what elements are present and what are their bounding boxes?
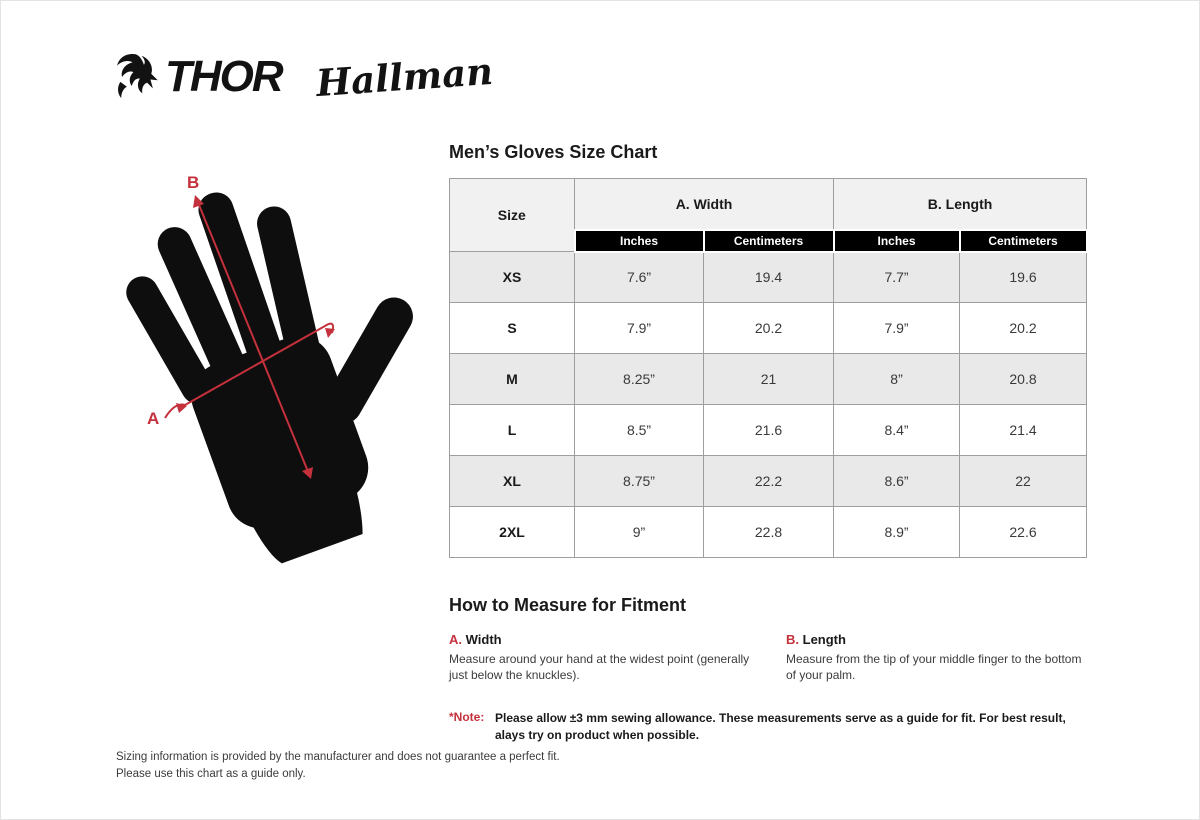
thor-logo: THOR (165, 52, 282, 101)
disclaimer-line-2: Please use this chart as a guide only. (116, 767, 306, 780)
table-row (450, 456, 1087, 507)
table-row (450, 405, 1087, 456)
unit-header-length-inches: Inches (834, 230, 960, 252)
length-centimeters-value: 22.6 (960, 507, 1087, 558)
size-value: S (450, 303, 575, 354)
column-header-width: A. Width (575, 179, 834, 230)
length-centimeters-value: 22 (960, 456, 1087, 507)
column-header-length: B. Length (834, 179, 1087, 230)
measure-word-width: Width (465, 632, 502, 647)
width-inches-value: 8.75” (575, 456, 704, 507)
hand-silhouette (119, 156, 445, 564)
measure-heading: How to Measure for Fitment (449, 595, 687, 615)
unit-header-width-inches: Inches (575, 230, 704, 252)
length-centimeters-value: 20.8 (960, 354, 1087, 405)
width-inches-value: 7.6” (575, 252, 704, 303)
length-inches-value: 8.6” (834, 456, 960, 507)
width-inches-value: 8.5” (575, 405, 704, 456)
width-inches-value: 7.9” (575, 303, 704, 354)
length-inches-value: 8.9” (834, 507, 960, 558)
size-value: L (450, 405, 575, 456)
measure-item-length-label (786, 632, 1086, 647)
size-value: XL (450, 456, 575, 507)
length-inches-value: 8.4” (834, 405, 960, 456)
table-row (450, 354, 1087, 405)
measure-guide (449, 632, 1086, 683)
hallman-logo: Hallman (314, 48, 495, 105)
measure-item-width (449, 632, 786, 683)
disclaimer (116, 749, 560, 782)
thor-ram-icon (109, 49, 161, 105)
length-inches-value: 7.9” (834, 303, 960, 354)
width-inches-value: 8.25” (575, 354, 704, 405)
size-chart-table (449, 178, 1088, 558)
width-centimeters-value: 22.8 (704, 507, 834, 558)
width-centimeters-value: 21.6 (704, 405, 834, 456)
chart-section (449, 142, 1086, 743)
width-centimeters-value: 22.2 (704, 456, 834, 507)
length-inches-value: 7.7” (834, 252, 960, 303)
size-value: 2XL (450, 507, 575, 558)
length-centimeters-value: 21.4 (960, 405, 1087, 456)
width-centimeters-value: 19.4 (704, 252, 834, 303)
table-row (450, 252, 1087, 303)
measure-letter-a: A. (449, 632, 462, 647)
measure-item-width-label (449, 632, 786, 647)
diagram-label-b: B (187, 173, 200, 192)
measure-item-length (786, 632, 1086, 683)
note-text: Please allow ±3 mm sewing allowance. These measurements serve as a guide for fit. For best result, alays try on product when possible. (495, 711, 1066, 742)
table-row (450, 303, 1087, 354)
length-inches-value: 8” (834, 354, 960, 405)
width-inches-value: 9” (575, 507, 704, 558)
unit-header-width-centimeters: Centimeters (704, 230, 834, 252)
unit-header-length-centimeters: Centimeters (960, 230, 1087, 252)
size-value: XS (450, 252, 575, 303)
sizing-note (449, 710, 1086, 742)
brand-logos (109, 49, 493, 105)
table-group-header-row (450, 179, 1087, 230)
page-title: Men’s Gloves Size Chart (449, 142, 658, 162)
disclaimer-line-1: Sizing information is provided by the manufacturer and does not guarantee a perfect fit. (116, 751, 560, 763)
length-centimeters-value: 19.6 (960, 252, 1087, 303)
measure-letter-b: B. (786, 632, 799, 647)
measure-item-width-text: Measure around your hand at the widest point (generally just below the knuckles). (449, 652, 750, 683)
measure-item-length-text: Measure from the tip of your middle finger to the bottom of your palm. (786, 652, 1082, 683)
length-centimeters-value: 20.2 (960, 303, 1087, 354)
column-header-size: Size (450, 179, 575, 252)
width-centimeters-value: 21 (704, 354, 834, 405)
glove-measurement-diagram (119, 156, 445, 564)
size-value: M (450, 354, 575, 405)
width-centimeters-value: 20.2 (704, 303, 834, 354)
diagram-label-a: A (147, 409, 160, 428)
table-row (450, 507, 1087, 558)
note-label: *Note: (449, 710, 485, 725)
measure-word-length: Length (802, 632, 846, 647)
